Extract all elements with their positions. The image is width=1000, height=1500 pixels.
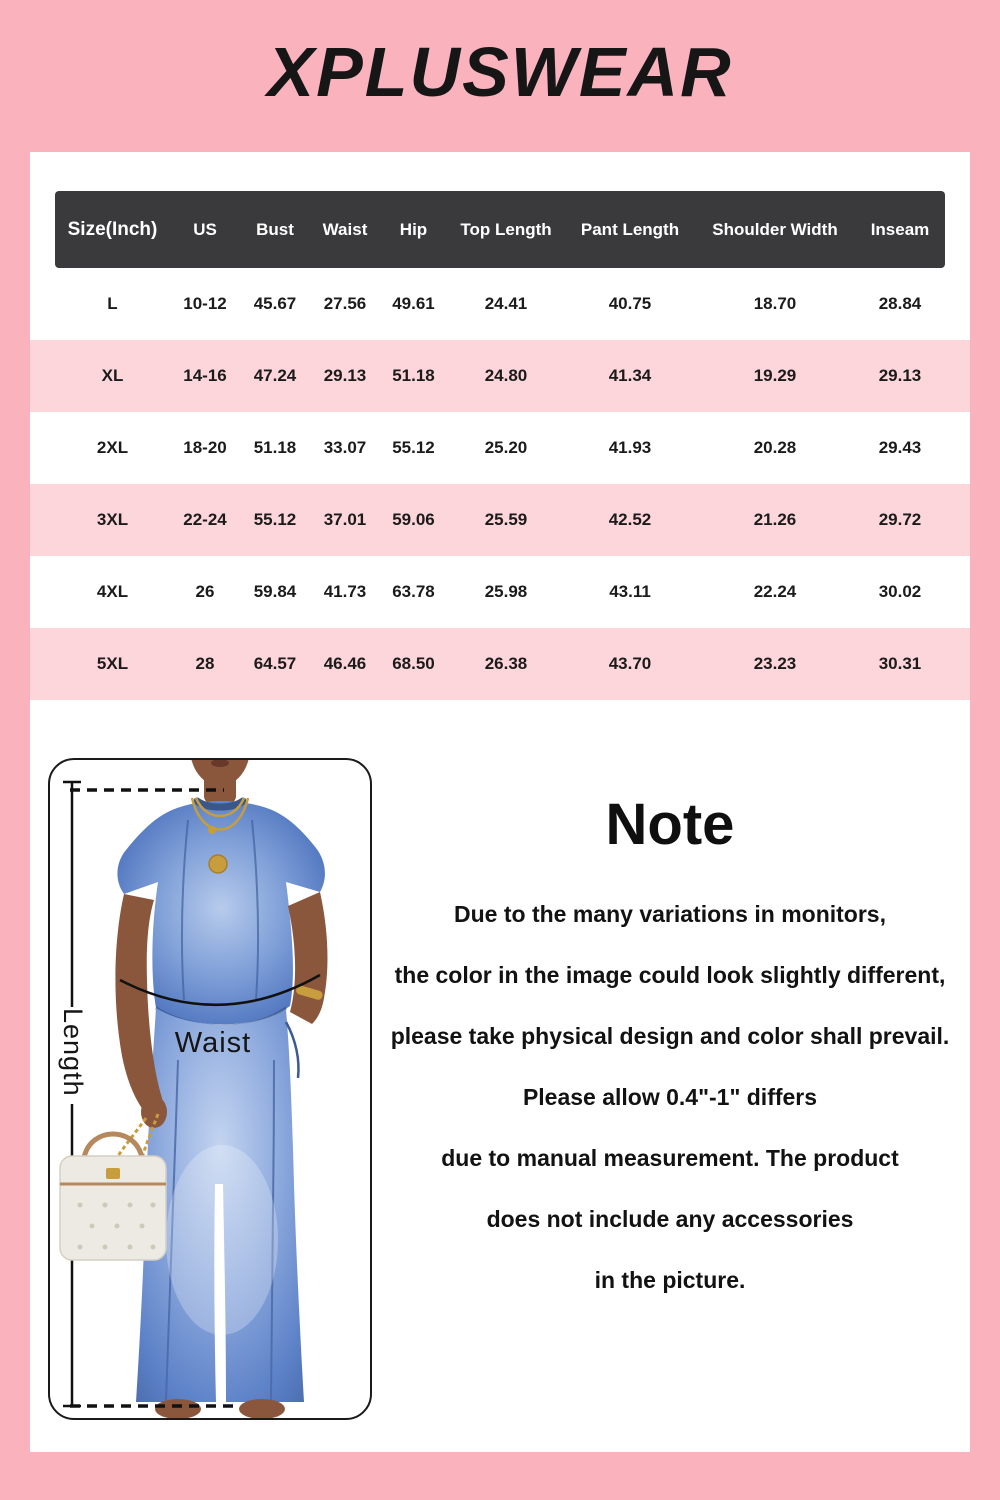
note-line: the color in the image could look slightly different, (394, 962, 946, 988)
cell-us: 22-24 (183, 510, 227, 529)
table-row-4xl (30, 556, 970, 628)
table-row-3xl (30, 484, 970, 556)
cell-inseam: 29.43 (878, 438, 922, 457)
cell-shoulder-width: 18.70 (753, 294, 797, 313)
cell-us: 14-16 (183, 366, 227, 385)
table-row-xl (30, 340, 970, 412)
cell-size: 5XL (96, 654, 129, 673)
column-header-top-length: Top Length (460, 219, 552, 239)
cell-pant-length: 41.93 (608, 438, 652, 457)
size-chart-header-row (55, 191, 945, 268)
cell-inseam: 29.72 (878, 510, 922, 529)
cell-shoulder-width: 22.24 (753, 582, 797, 601)
cell-top-length: 24.80 (484, 366, 528, 385)
column-header-inseam: Inseam (870, 219, 930, 239)
note-title: Note (605, 792, 735, 857)
cell-size: 4XL (96, 582, 129, 601)
cell-waist: 41.73 (323, 582, 367, 601)
cell-us: 18-20 (183, 438, 227, 457)
cell-bust: 64.57 (253, 654, 297, 673)
brand-logo (0, 33, 1000, 111)
cell-us: 26 (195, 582, 215, 601)
note-line: please take physical design and color shall prevail. (390, 1023, 950, 1049)
handbag (60, 1114, 166, 1260)
note-section (380, 792, 960, 1327)
cell-pant-length: 41.34 (608, 366, 652, 385)
cell-pant-length: 40.75 (608, 294, 652, 313)
cell-top-length: 25.98 (484, 582, 528, 601)
size-chart-table (30, 191, 970, 700)
cell-waist: 33.07 (323, 438, 367, 457)
cell-pant-length: 42.52 (608, 510, 652, 529)
cell-shoulder-width: 21.26 (753, 510, 797, 529)
brand-logo-text: XPLUSWEAR (267, 33, 733, 111)
cell-hip: 55.12 (392, 438, 435, 457)
note-line: in the picture. (594, 1267, 746, 1293)
cell-inseam: 30.31 (878, 654, 922, 673)
cell-hip: 51.18 (392, 366, 435, 385)
cell-size: XL (101, 366, 124, 385)
cell-inseam: 29.13 (878, 366, 922, 385)
column-header-size: Size(Inch) (67, 218, 158, 240)
cell-us: 28 (195, 654, 215, 673)
cell-bust: 59.84 (253, 582, 297, 601)
cell-us: 10-12 (183, 294, 227, 313)
model-figure-card (48, 758, 372, 1420)
cell-hip: 68.50 (392, 654, 435, 673)
cell-top-length: 25.59 (484, 510, 528, 529)
content-card (30, 152, 970, 1452)
column-header-hip: Hip (399, 219, 428, 239)
cell-inseam: 30.02 (878, 582, 922, 601)
table-row-5xl (30, 628, 970, 700)
cell-shoulder-width: 20.28 (753, 438, 797, 457)
cell-bust: 51.18 (253, 438, 297, 457)
cell-waist: 37.01 (323, 510, 367, 529)
cell-hip: 63.78 (392, 582, 435, 601)
cell-pant-length: 43.11 (609, 582, 651, 601)
cell-bust: 45.67 (253, 294, 297, 313)
cell-inseam: 28.84 (878, 294, 922, 313)
cell-shoulder-width: 23.23 (753, 654, 797, 673)
waist-label: Waist (174, 1027, 252, 1059)
note-line: due to manual measurement. The product (441, 1145, 899, 1171)
cell-top-length: 26.38 (484, 654, 528, 673)
note-line: Due to the many variations in monitors, (454, 901, 886, 927)
cell-waist: 46.46 (323, 654, 367, 673)
column-header-bust: Bust (256, 219, 294, 239)
cell-hip: 59.06 (392, 510, 435, 529)
cell-bust: 47.24 (253, 366, 297, 385)
column-header-pant-length: Pant Length (580, 219, 680, 239)
table-row-l (30, 268, 970, 340)
model-figure-illustration (50, 760, 370, 1418)
cell-size: 3XL (96, 510, 129, 529)
column-header-waist: Waist (322, 219, 368, 239)
cell-shoulder-width: 19.29 (753, 366, 797, 385)
cell-waist: 27.56 (323, 294, 367, 313)
cell-waist: 29.13 (323, 366, 367, 385)
cell-size: L (107, 294, 118, 313)
column-header-us: US (193, 219, 217, 239)
length-label: Length (58, 1008, 88, 1097)
cell-size: 2XL (96, 438, 129, 457)
cell-top-length: 25.20 (484, 438, 528, 457)
column-header-shoulder-width: Shoulder Width (712, 219, 838, 239)
note-line: Please allow 0.4"-1" differs (522, 1084, 818, 1110)
cell-bust: 55.12 (253, 510, 297, 529)
model-photo (60, 760, 327, 1418)
cell-hip: 49.61 (392, 294, 435, 313)
note-body (380, 900, 960, 1294)
note-line: does not include any accessories (486, 1206, 854, 1232)
cell-pant-length: 43.70 (608, 654, 652, 673)
table-row-2xl (30, 412, 970, 484)
cell-top-length: 24.41 (484, 294, 528, 313)
